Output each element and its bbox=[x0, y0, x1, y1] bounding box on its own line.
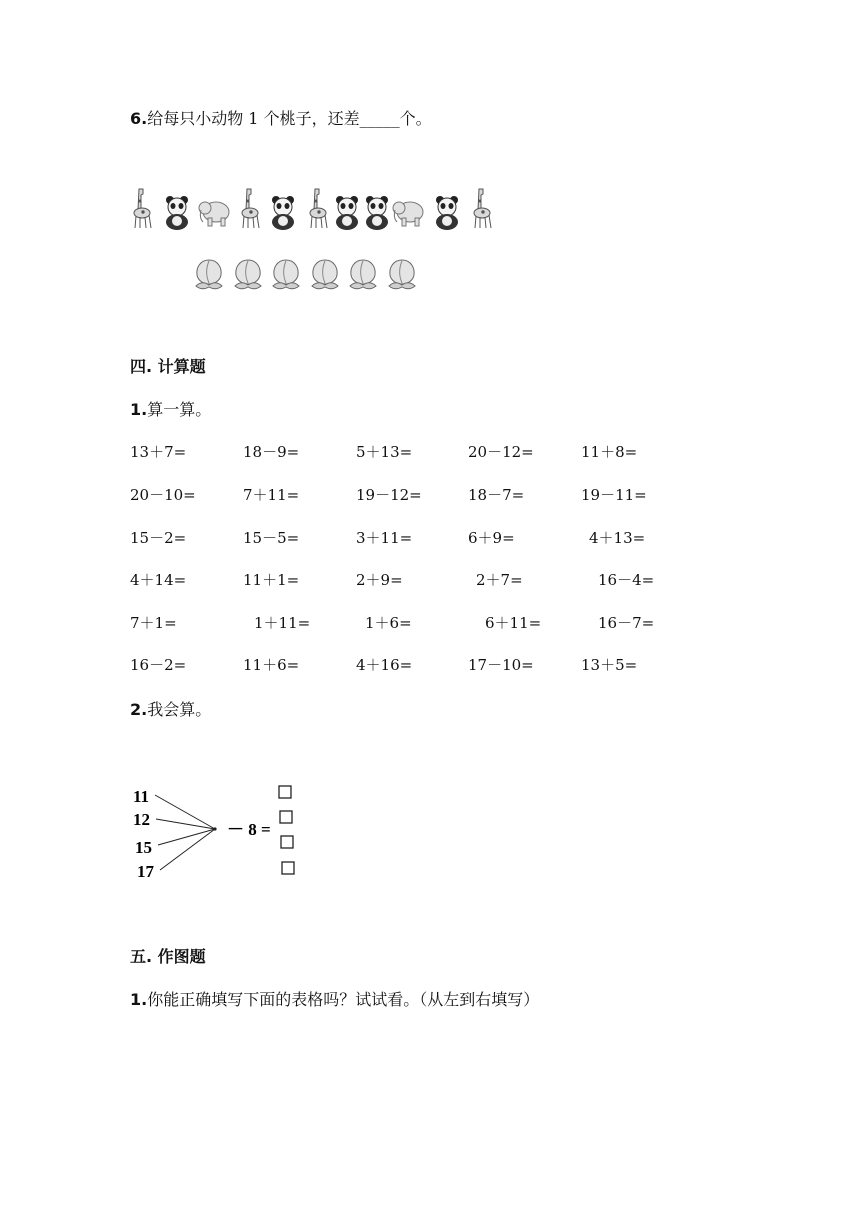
answer-box-3[interactable] bbox=[281, 836, 293, 848]
tree-line-3 bbox=[158, 829, 215, 845]
calc-expression[interactable]: 18－9= bbox=[243, 443, 300, 461]
answer-box-1[interactable] bbox=[279, 786, 291, 798]
calc-expression[interactable]: 15－5= bbox=[243, 529, 300, 547]
answer-box-2[interactable] bbox=[280, 811, 292, 823]
giraffe-icon bbox=[304, 186, 330, 230]
tree-junction-dot bbox=[213, 827, 216, 830]
peach-icon bbox=[348, 256, 378, 292]
giraffe-icon bbox=[128, 186, 154, 230]
elephant-icon bbox=[198, 194, 232, 238]
tree-number-1: 11 bbox=[133, 787, 150, 806]
peach-icon bbox=[387, 256, 417, 292]
calc-expression[interactable]: 19－11= bbox=[581, 486, 647, 504]
panda-icon bbox=[332, 194, 362, 238]
calc-expression[interactable]: 16－2= bbox=[130, 656, 187, 674]
peaches-row bbox=[194, 256, 434, 296]
answer-box-4[interactable] bbox=[282, 862, 294, 874]
calc-expression[interactable]: 3＋11= bbox=[356, 529, 413, 547]
animals-row bbox=[128, 186, 508, 234]
tree-operation: － 8 = bbox=[227, 820, 271, 839]
calc-expression[interactable]: 20－10= bbox=[130, 486, 196, 504]
calc-expression[interactable]: 7＋1= bbox=[130, 614, 177, 632]
question-text: 我会算。 bbox=[147, 700, 212, 719]
panda-icon bbox=[268, 194, 298, 238]
question-text: 算一算。 bbox=[147, 400, 212, 419]
panda-icon bbox=[362, 194, 392, 238]
panda-icon bbox=[432, 194, 462, 238]
tree-number-2: 12 bbox=[133, 810, 150, 829]
peach-icon bbox=[271, 256, 301, 292]
calc-expression[interactable]: 16－7= bbox=[598, 614, 655, 632]
question-suffix: 个。 bbox=[399, 109, 432, 128]
calc-expression[interactable]: 4＋16= bbox=[356, 656, 413, 674]
question-5-1 bbox=[130, 987, 539, 1010]
question-number: 1. bbox=[130, 990, 148, 1009]
question-number: 6. bbox=[130, 109, 148, 128]
section-4-title: 四. 计算题 bbox=[130, 357, 206, 376]
calc-expression[interactable]: 7＋11= bbox=[243, 486, 300, 504]
calc-expression[interactable]: 11＋8= bbox=[581, 443, 638, 461]
calc-expression[interactable]: 13＋5= bbox=[581, 656, 638, 674]
calc-expression[interactable]: 4＋14= bbox=[130, 571, 187, 589]
peach-icon bbox=[310, 256, 340, 292]
calc-expression[interactable]: 6＋9= bbox=[468, 529, 515, 547]
calc-expression[interactable]: 17－10= bbox=[468, 656, 534, 674]
calc-expression[interactable]: 16－4= bbox=[598, 571, 655, 589]
answer-blank[interactable]: _____ bbox=[359, 109, 400, 128]
calc-expression[interactable]: 13＋7= bbox=[130, 443, 187, 461]
question-number: 1. bbox=[130, 400, 148, 419]
calc-expression[interactable]: 2＋7= bbox=[476, 571, 523, 589]
giraffe-icon bbox=[236, 186, 262, 230]
question-4-1 bbox=[130, 397, 211, 420]
question-text: 你能正确填写下面的表格吗？试试看。（从左到右填写） bbox=[147, 990, 540, 1009]
giraffe-icon bbox=[468, 186, 494, 230]
calc-expression[interactable]: 11＋6= bbox=[243, 656, 300, 674]
subtraction-tree-diagram bbox=[130, 780, 310, 890]
calc-expression[interactable]: 18－7= bbox=[468, 486, 525, 504]
calc-expression[interactable]: 11＋1= bbox=[243, 571, 300, 589]
tree-number-4: 17 bbox=[137, 862, 154, 881]
tree-line-4 bbox=[160, 829, 215, 870]
question-4-2 bbox=[130, 697, 211, 720]
elephant-icon bbox=[392, 194, 426, 238]
panda-icon bbox=[162, 194, 192, 238]
peach-icon bbox=[194, 256, 224, 292]
calc-expression[interactable]: 20－12= bbox=[468, 443, 534, 461]
peach-icon bbox=[233, 256, 263, 292]
calc-expression[interactable]: 1＋6= bbox=[365, 614, 412, 632]
question-text: 给每只小动物 1 个桃子，还差 bbox=[147, 109, 360, 128]
calc-expression[interactable]: 4＋13= bbox=[589, 529, 646, 547]
question-6 bbox=[130, 106, 432, 129]
section-5-title: 五. 作图题 bbox=[130, 947, 206, 966]
calc-expression[interactable]: 1＋11= bbox=[254, 614, 311, 632]
calc-expression[interactable]: 15－2= bbox=[130, 529, 187, 547]
calc-expression[interactable]: 6＋11= bbox=[485, 614, 542, 632]
question-number: 2. bbox=[130, 700, 148, 719]
tree-number-3: 15 bbox=[135, 838, 152, 857]
calc-expression[interactable]: 19－12= bbox=[356, 486, 422, 504]
calc-expression[interactable]: 5＋13= bbox=[356, 443, 413, 461]
calc-expression[interactable]: 2＋9= bbox=[356, 571, 403, 589]
